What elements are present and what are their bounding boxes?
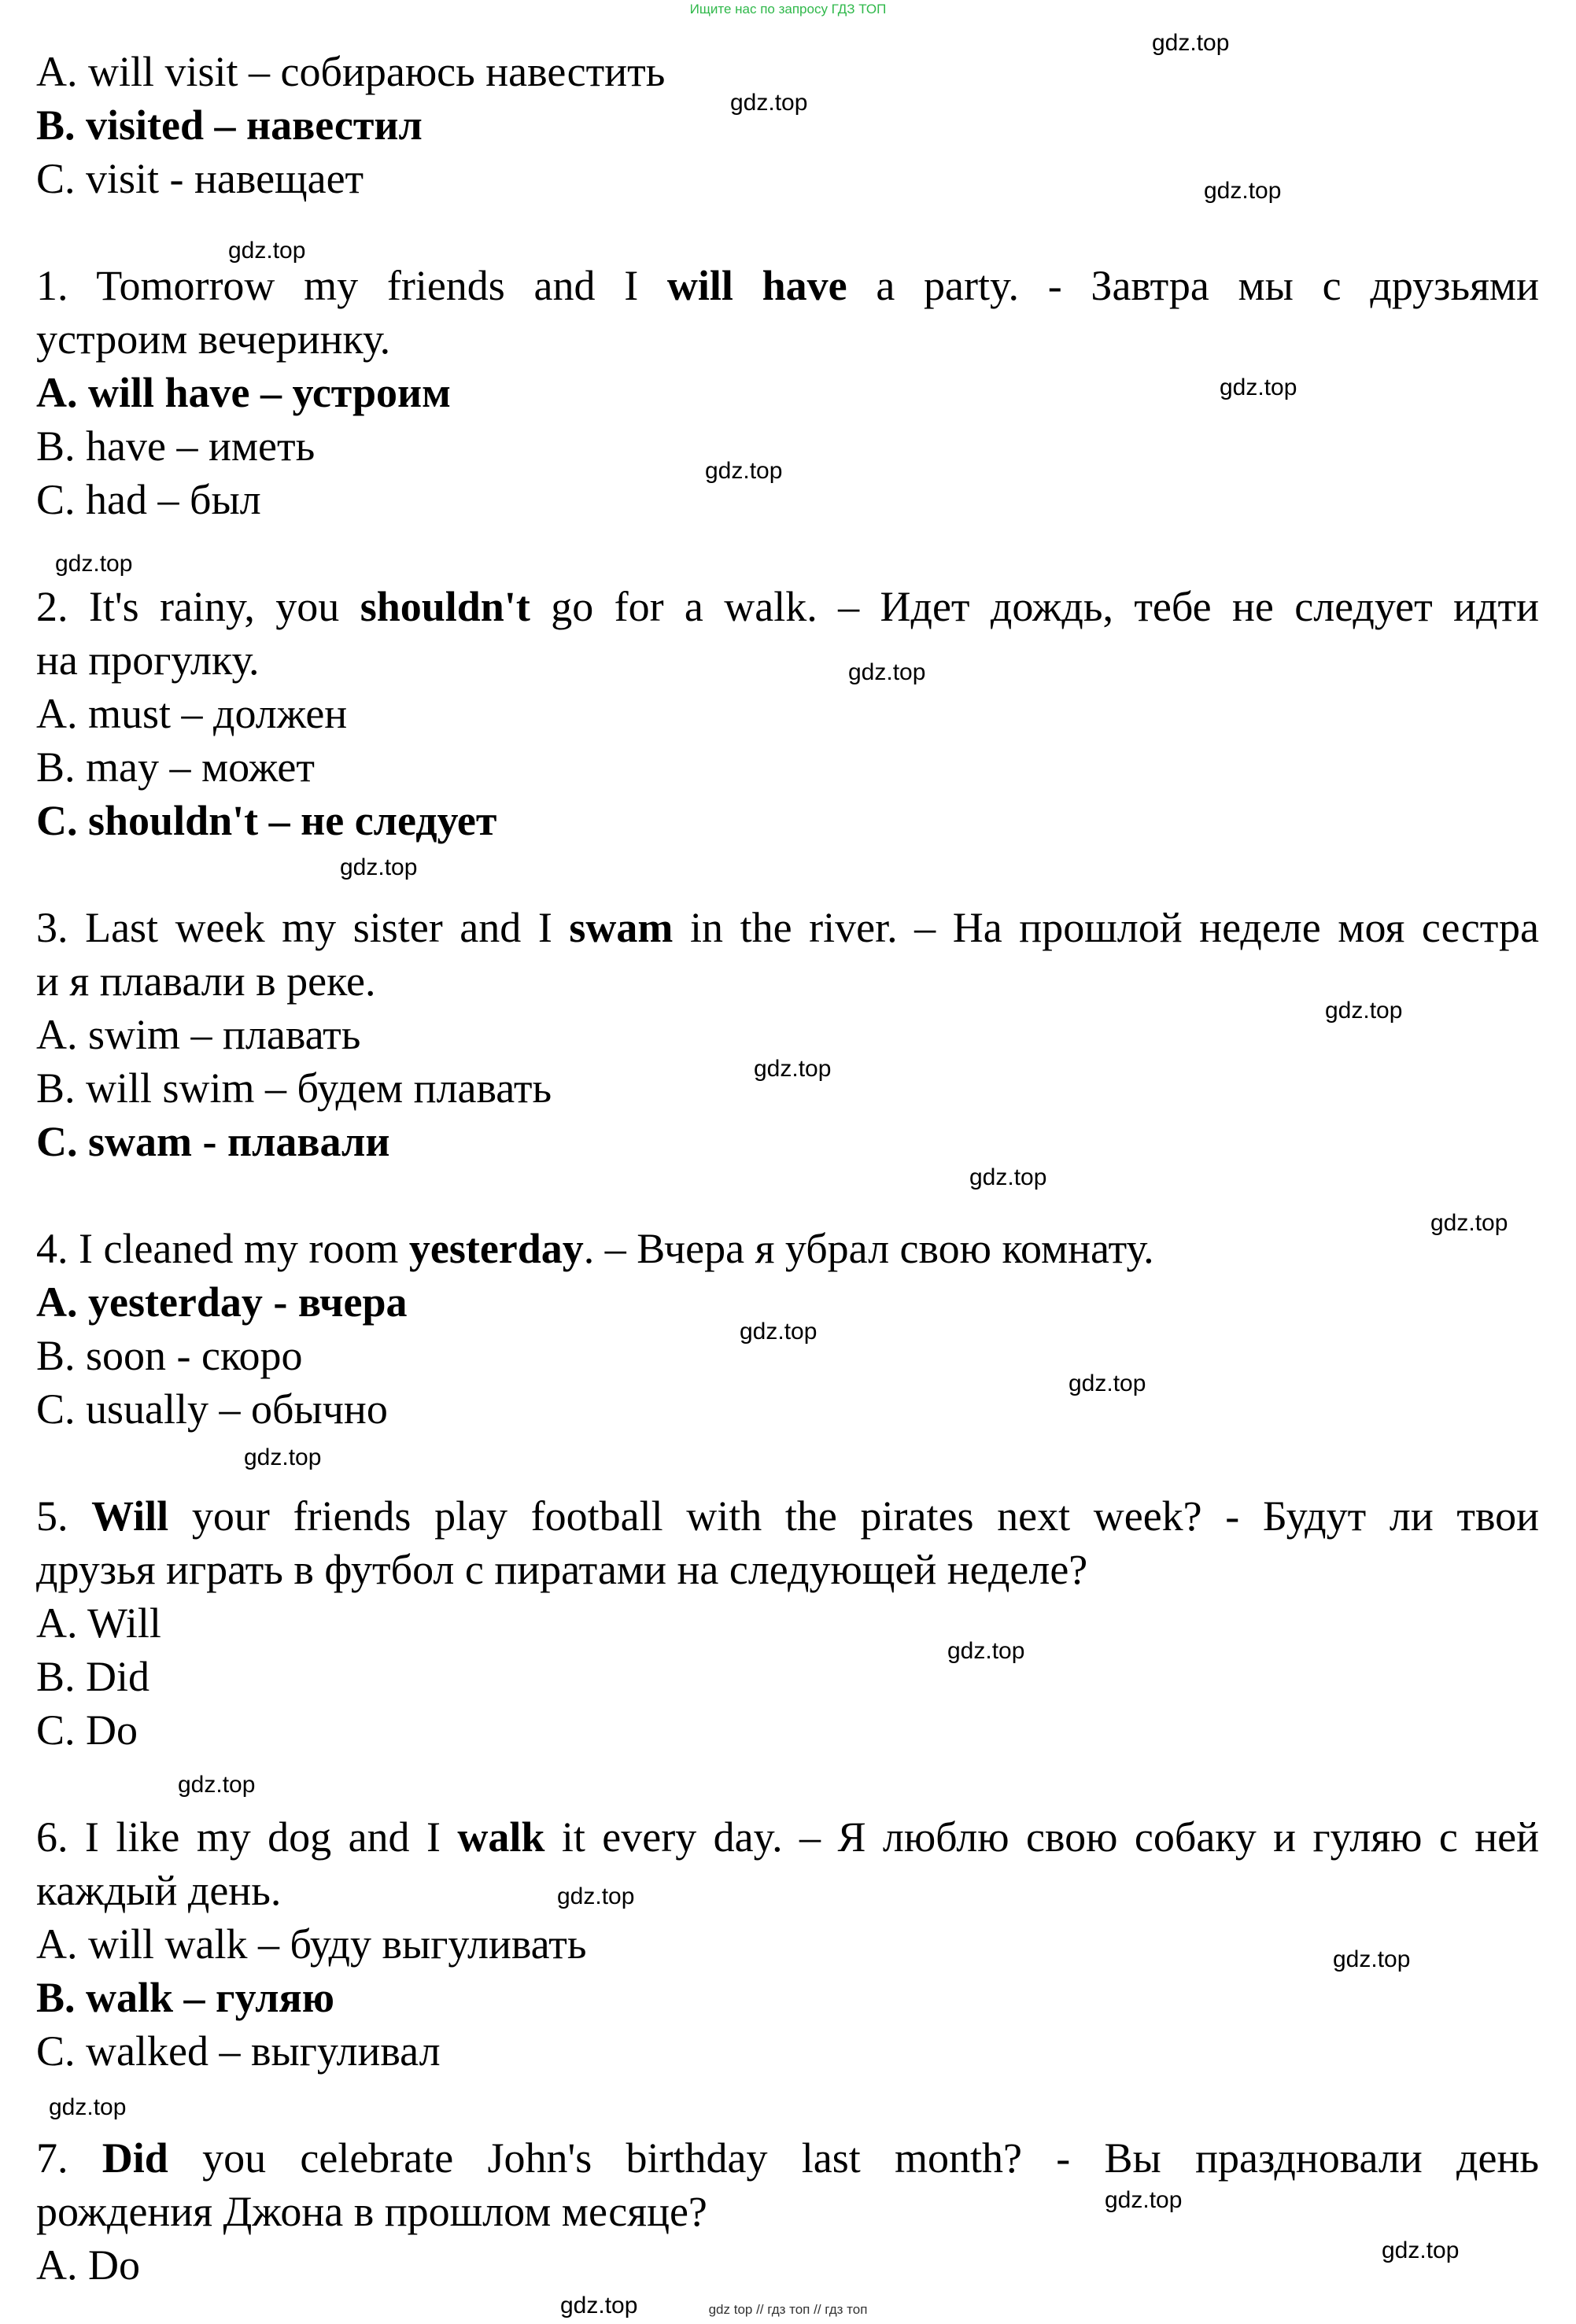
watermark: gdz.top (1333, 1946, 1411, 1972)
intro-option-a: A. will visit – собираюсь навестить (36, 48, 666, 95)
q6-option-c: C. walked – выгуливал (36, 2027, 441, 2075)
watermark: gdz.top (1382, 2237, 1460, 2263)
intro-option-c: C. visit - навещает (36, 155, 364, 202)
watermark: gdz.top (969, 1164, 1047, 1190)
q1-option-b: B. have – иметь (36, 422, 316, 470)
q3-option-b: B. will swim – будем плавать (36, 1064, 552, 1112)
watermark: gdz.top (557, 1883, 635, 1909)
q3-option-a: A. swim – плавать (36, 1011, 361, 1058)
q3-text-post: in the river. – На прошлой неделе моя сестра (673, 904, 1539, 951)
watermark: gdz.top (560, 2293, 638, 2318)
q3-answer-bold: swam (569, 904, 674, 951)
q5-text-pre: 5. (36, 1492, 92, 1540)
bottom-banner: gdz top // гдз топ // гдз топ (708, 2302, 868, 2317)
q5-option-c: C. Do (36, 1706, 138, 1754)
q6-text-post: it every day. – Я люблю свою собаку и гуляю с ней (544, 1813, 1539, 1861)
q4-text-pre: 4. I cleaned my room (36, 1225, 409, 1272)
q6-translation: каждый день. (36, 1867, 282, 1914)
q4-option-a: A. yesterday - вчера (36, 1278, 408, 1326)
q4-option-c: C. usually – обычно (36, 1385, 388, 1433)
watermark: gdz.top (740, 1319, 818, 1345)
q5-answer-bold: Will (91, 1492, 169, 1540)
q6-text-pre: 6. I like my dog and I (36, 1813, 458, 1861)
watermark: gdz.top (705, 458, 783, 484)
intro-option-b: B. visited – навестил (36, 101, 423, 149)
q3-translation: и я плавали в реке. (36, 957, 376, 1005)
watermark: gdz.top (178, 1772, 256, 1798)
q1-text-post: a party. - Завтра мы с друзьями (847, 262, 1539, 309)
q1-translation: устроим вечеринку. (36, 315, 391, 363)
q5-option-a: A. Will (36, 1599, 161, 1647)
q6-sentence (36, 1811, 1539, 1863)
watermark: gdz.top (1220, 374, 1297, 400)
q2-option-c: C. shouldn't – не следует (36, 797, 497, 844)
q7-answer-bold: Did (101, 2134, 168, 2182)
q1-sentence (36, 260, 1539, 312)
q1-text-pre: 1. Tomorrow my friends and I (36, 262, 667, 309)
watermark: gdz.top (947, 1638, 1025, 1664)
q7-sentence (36, 2132, 1539, 2184)
top-banner: Ищите нас по запросу ГДЗ ТОП (689, 2, 887, 17)
watermark: gdz.top (1105, 2187, 1183, 2213)
q2-sentence (36, 581, 1539, 633)
q4-option-b: B. soon - скоро (36, 1332, 303, 1379)
q3-option-c: C. swam - плавали (36, 1118, 390, 1165)
watermark: gdz.top (1204, 178, 1282, 204)
watermark: gdz.top (55, 551, 133, 577)
q6-option-a: A. will walk – буду выгуливать (36, 1920, 587, 1968)
watermark: gdz.top (340, 854, 418, 880)
q2-translation: на прогулку. (36, 636, 260, 684)
q5-text-post: your friends play football with the pirates next week? - Будут ли твои (168, 1492, 1540, 1540)
watermark: gdz.top (730, 90, 808, 116)
q1-answer-bold: will have (666, 262, 847, 309)
q2-text-pre: 2. It's rainy, you (36, 583, 360, 630)
q2-option-b: B. may – может (36, 743, 315, 791)
watermark: gdz.top (244, 1444, 322, 1470)
watermark: gdz.top (1325, 998, 1403, 1024)
watermark: gdz.top (228, 238, 306, 264)
q7-text-pre: 7. (36, 2134, 102, 2182)
q5-translation: друзья играть в футбол с пиратами на следующей неделе? (36, 1546, 1088, 1593)
q3-text-pre: 3. Last week my sister and I (36, 904, 570, 951)
q2-option-a: A. must – должен (36, 690, 348, 737)
watermark: gdz.top (754, 1056, 832, 1082)
q4-text-post: . – Вчера я убрал свою комнату. (583, 1225, 1154, 1272)
q4-sentence (36, 1223, 1154, 1275)
watermark: gdz.top (848, 659, 926, 685)
q6-option-b: B. walk – гуляю (36, 1974, 335, 2021)
q2-answer-bold: shouldn't (360, 583, 530, 630)
watermark: gdz.top (49, 2094, 127, 2120)
watermark: gdz.top (1152, 30, 1230, 56)
q7-option-a: A. Do (36, 2241, 140, 2289)
q6-answer-bold: walk (457, 1813, 545, 1861)
q1-option-c: C. had – был (36, 476, 261, 523)
q2-text-post: go for a walk. – Идет дождь, тебе не следует идти (530, 583, 1539, 630)
q4-answer-bold: yesterday (408, 1225, 584, 1272)
q3-sentence (36, 902, 1539, 954)
q7-text-post: you celebrate John's birthday last month? - Вы праздновали день (168, 2134, 1540, 2182)
q5-option-b: B. Did (36, 1653, 150, 1700)
watermark: gdz.top (1430, 1210, 1508, 1236)
q5-sentence (36, 1490, 1539, 1542)
watermark: gdz.top (1069, 1370, 1146, 1396)
q1-option-a: A. will have – устроим (36, 369, 451, 416)
q7-translation: рождения Джона в прошлом месяце? (36, 2188, 707, 2235)
